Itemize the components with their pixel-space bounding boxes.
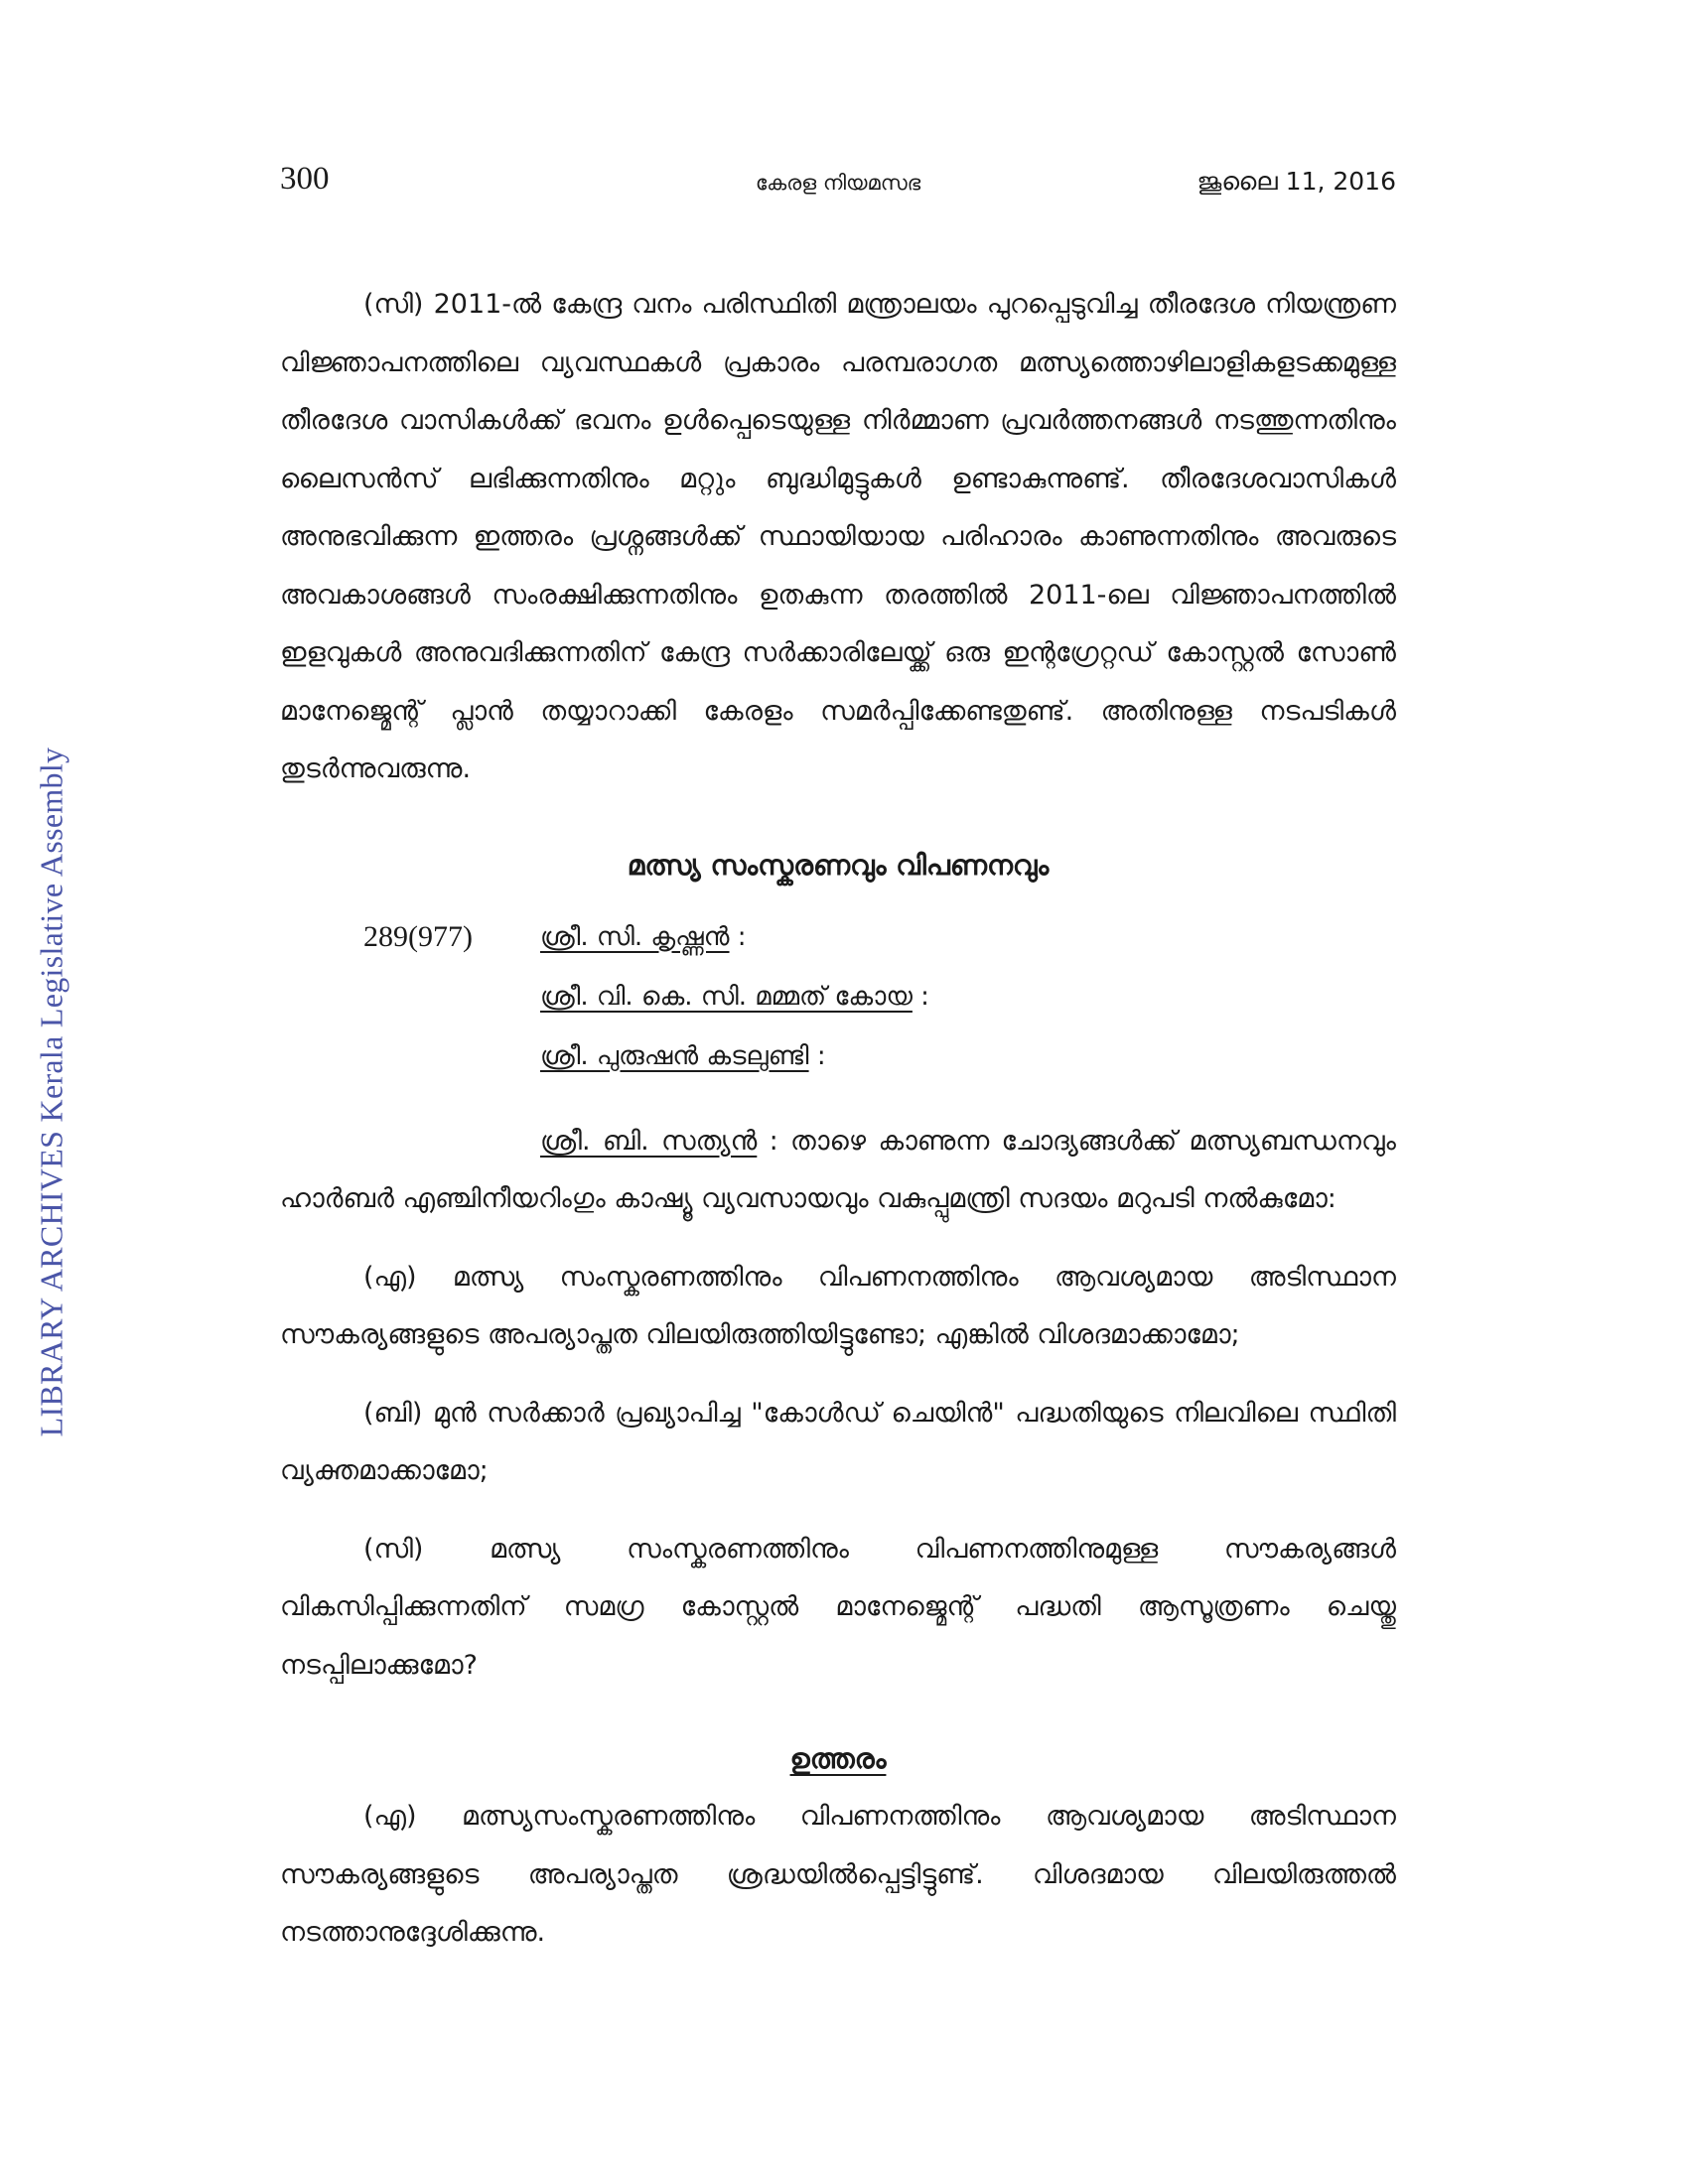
question-part-b: (ബി) മുൻ സർക്കാർ പ്രഖ്യാപിച്ച "കോൾഡ് ചെയിൻ" പദ്ധതിയുടെ നിലവിലെ സ്ഥിതി വ്യക്തമാക്കാമോ; [280, 1397, 1396, 1486]
member-colon: : [920, 981, 929, 1012]
answer-part-a: (എ) മത്സ്യസംസ്കരണത്തിനും വിപണനത്തിനും ആവശ്യമായ അടിസ്ഥാന സൗകര്യങ്ങളുടെ അപര്യാപ്തത ശ്രദ്ധയിൽപ്പെട്ടിട്ടുണ്ട്. വിശദമായ വിലയിരുത്തൽ നടത്താനുദ്ദേശിക്കുന്നു. [280, 1801, 1396, 1948]
member-name-text: ശ്രീ. വി. കെ. സി. മമ്മത് കോയ [540, 981, 913, 1012]
member-name [540, 908, 747, 967]
member-colon: : [816, 1040, 826, 1071]
question-header [280, 908, 1396, 1113]
member-name [540, 1027, 826, 1086]
question-part-a: (എ) മത്സ്യ സംസ്കരണത്തിനും വിപണനത്തിനും ആവശ്യമായ അടിസ്ഥാന സൗകര്യങ്ങളുടെ അപര്യാപ്തത വിലയിരുത്തിയിട്ടുണ്ടോ; എങ്കിൽ വിശദമാക്കാമോ; [280, 1261, 1396, 1350]
document-body [280, 276, 1396, 1963]
question-lead [280, 1113, 1396, 1229]
member-colon: : [769, 1125, 778, 1157]
member-name-text: ശ്രീ. ബി. സത്യൻ [540, 1125, 758, 1157]
member-name-text: ശ്രീ. സി. കൃഷ്ണൻ [540, 921, 730, 952]
answer-heading-text: ഉത്തരം [789, 1742, 887, 1775]
answer-heading [280, 1730, 1396, 1788]
member-name-text: ശ്രീ. പുരുഷൻ കടലുണ്ടി [540, 1040, 809, 1071]
question-number: 289(977) [363, 919, 473, 953]
member-name [540, 968, 929, 1026]
page-number: 300 [280, 161, 330, 197]
archive-watermark: LIBRARY ARCHIVES Kerala Legislative Assembly [33, 747, 70, 1437]
question-part-c: (സി) മത്സ്യ സംസ്കരണത്തിനും വിപണനത്തിനുമുള്ള സൗകര്യങ്ങൾ വികസിപ്പിക്കുന്നതിന് സമഗ്ര കോസ്റ്റൽ മാനേജ്മെന്റ് പദ്ധതി ആസൂത്രണം ചെയ്തു നടപ്പിലാക്കുമോ? [280, 1533, 1396, 1681]
running-title: കേരള നിയമസഭ [755, 171, 921, 195]
intro-paragraph: (സി) 2011-ൽ കേന്ദ്ര വനം പരിസ്ഥിതി മന്ത്രാലയം പുറപ്പെടുവിച്ച തീരദേശ നിയന്ത്രണ വിജ്ഞാപനത്തിലെ വ്യവസ്ഥകൾ പ്രകാരം പരമ്പരാഗത മത്സ്യത്തൊഴിലാളികളടക്കമുള്ള തീരദേശ വാസികൾക്ക് ഭവനം ഉൾപ്പെടെയുള്ള നിർമ്മാണ പ്രവർത്തനങ്ങൾ നടത്തുന്നതിനും ലൈസൻസ് ലഭിക്കുന്നതിനും മറ്റും ബുദ്ധിമുട്ടുകൾ ഉണ്ടാകുന്നുണ്ട്. തീരദേശവാസികൾ അനുഭവിക്കുന്ന ഇത്തരം പ്രശ്നങ്ങൾക്ക് സ്ഥായിയായ പരിഹാരം കാണുന്നതിനും അവരുടെ അവകാശങ്ങൾ സംരക്ഷിക്കുന്നതിനും ഉതകുന്ന തരത്തിൽ 2011-ലെ വിജ്ഞാപനത്തിൽ ഇളവുകൾ അനുവദിക്കുന്നതിന് കേന്ദ്ര സർക്കാരിലേയ്ക്ക് ഒരു ഇന്റഗ്രേറ്റഡ് കോസ്റ്റൽ സോൺ മാനേജ്മെന്റ് പ്ലാൻ തയ്യാറാക്കി കേരളം സമർപ്പിക്കേണ്ടതുണ്ട്. അതിനുള്ള നടപടികൾ തുടർന്നുവരുന്നു. [280, 289, 1396, 784]
page-header [280, 161, 1396, 208]
section-heading: മത്സ്യ സംസ്കരണവും വിപണനവും [627, 848, 1050, 882]
header-date: ജൂലൈ 11, 2016 [1196, 167, 1396, 196]
question-lead-text: താഴെ കാണുന്ന ചോദ്യങ്ങൾക്ക് മത്സ്യബന്ധനവും ഹാർബർ എഞ്ചിനീയറിംഗും കാഷ്യൂ വ്യവസായവും വകുപ്പുമന്ത്രി സദയം മറുപടി നൽകുമോ: [280, 1125, 1396, 1214]
member-colon: : [737, 921, 747, 952]
